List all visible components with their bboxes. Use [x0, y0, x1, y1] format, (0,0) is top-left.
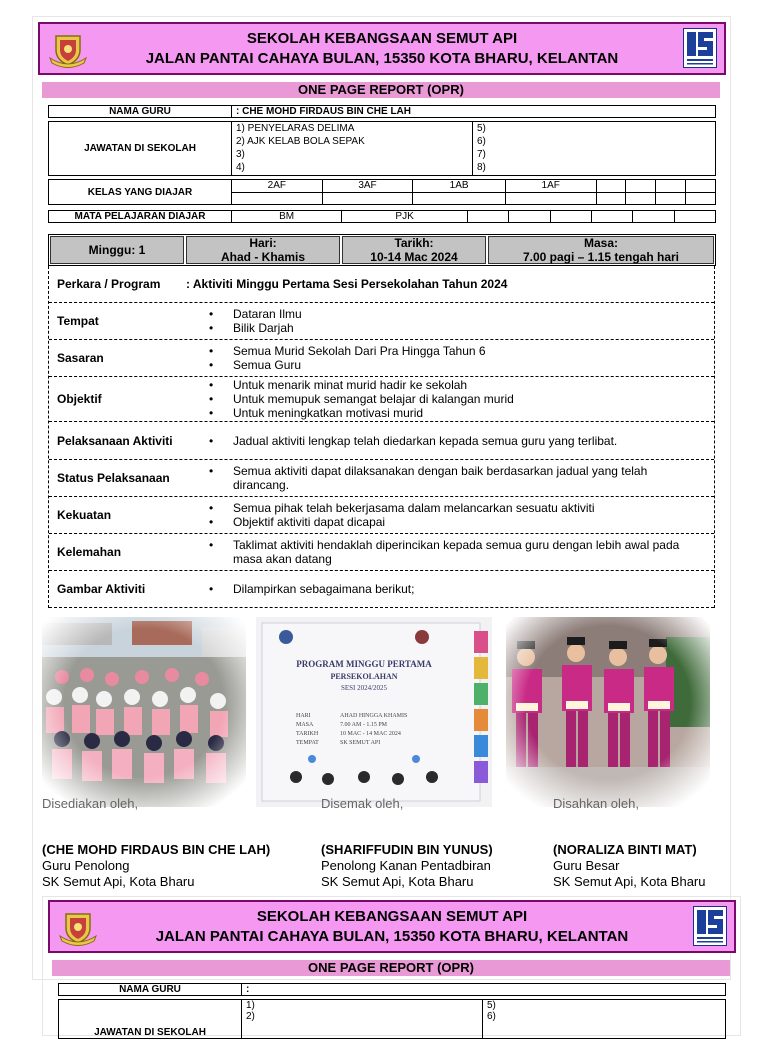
poster-row-key: MASA	[296, 722, 314, 728]
signature-role: Disediakan oleh,	[42, 796, 139, 811]
signature-name: (SHARIFFUDIN BIN YUNUS)	[321, 842, 493, 857]
poster-row-key: TARIKH	[296, 731, 319, 737]
class-cell: 1AB	[413, 180, 506, 193]
detail-items	[209, 303, 704, 339]
school-name: SEKOLAH KEBANGSAAN SEMUT API	[246, 30, 518, 47]
detail-label: Objektif	[57, 392, 102, 406]
detail-items	[209, 460, 704, 496]
position-item: 1)	[246, 1000, 255, 1011]
detail-item: • Dilampirkan sebagaimana berikut;	[209, 582, 704, 596]
signature-role: Disemak oleh,	[321, 796, 404, 811]
teacher-name-table-next	[58, 983, 726, 996]
poster-session: SESI 2024/2025	[340, 684, 388, 692]
detail-item: • Untuk menarik minat murid hadir ke sekolah	[209, 378, 704, 392]
subject-cell	[509, 211, 550, 223]
teacher-name-label: NAMA GURU	[49, 106, 232, 118]
signature-title: Guru Besar	[553, 858, 620, 873]
detail-items	[209, 571, 704, 607]
detail-item: • Semua Murid Sekolah Dari Pra Hingga Tahun 6	[209, 344, 704, 358]
signature-name: (CHE MOHD FIRDAUS BIN CHE LAH)	[42, 842, 271, 857]
class-cell: 1AF	[505, 180, 596, 193]
position-item: 6)	[487, 1011, 496, 1022]
signature-title: Guru Penolong	[42, 858, 130, 873]
subject-cell	[550, 211, 591, 223]
position-list-left	[242, 1000, 483, 1039]
detail-item: • Jadual aktiviti lengkap telah diedarkan kepada semua guru yang terlibat.	[209, 434, 704, 448]
detail-row-tempat	[49, 303, 714, 340]
classes-table	[48, 179, 716, 205]
poster-row-key: TEMPAT	[296, 740, 319, 746]
ministry-logo-icon	[683, 28, 717, 68]
day-cell	[186, 236, 340, 264]
subject-cell: PJK	[342, 211, 468, 223]
school-address: JALAN PANTAI CAHAYA BULAN, 15350 KOTA BHARU, KELANTAN	[145, 50, 619, 67]
position-list-left	[232, 122, 473, 176]
class-cell	[656, 180, 686, 193]
detail-item: • Bilik Darjah	[209, 321, 704, 335]
position-item: 2)	[246, 1011, 255, 1022]
detail-label: Tempat	[57, 314, 99, 328]
signature-approved	[553, 796, 705, 890]
school-address: JALAN PANTAI CAHAYA BULAN, 15350 KOTA BHARU, KELANTAN	[155, 928, 629, 945]
day-value: Ahad - Khamis	[220, 250, 305, 264]
position-table-next	[58, 999, 726, 1039]
photo-assembly	[42, 617, 246, 807]
detail-items	[209, 497, 704, 533]
time-cell	[488, 236, 714, 264]
position-label: JAWATAN DI SEKOLAH	[49, 122, 232, 176]
detail-item: • Semua Guru	[209, 358, 704, 372]
detail-label: Sasaran	[57, 351, 104, 365]
teacher-name-table	[48, 105, 716, 118]
signature-name: (NORALIZA BINTI MAT)	[553, 842, 697, 857]
report-title: ONE PAGE REPORT (OPR)	[42, 82, 720, 98]
poster-title: PROGRAM MINGGU PERTAMA	[296, 659, 432, 669]
poster-row-key: HARI	[296, 713, 311, 719]
signature-role: Disahkan oleh,	[553, 796, 639, 811]
photo-students-reading	[506, 617, 710, 807]
school-header	[38, 22, 726, 75]
detail-item: • Taklimat aktiviti hendaklah diperincikan kepada semua guru dengan lebih awal pada masa akan datang	[209, 538, 704, 566]
position-item: 4)	[236, 162, 245, 173]
program-row	[49, 266, 714, 303]
detail-row-status	[49, 460, 714, 497]
subjects-label: MATA PELAJARAN DIAJAR	[49, 211, 232, 223]
class-cell	[686, 180, 716, 193]
detail-item: • Dataran Ilmu	[209, 307, 704, 321]
position-item: 7)	[477, 149, 486, 160]
detail-label: Pelaksanaan Aktiviti	[57, 433, 173, 448]
signature-place: SK Semut Api, Kota Bharu	[42, 874, 195, 889]
report-details	[48, 266, 715, 608]
schedule-header	[48, 234, 716, 266]
detail-row-kekuatan	[49, 497, 714, 534]
poster-row-value: SK SEMUT API	[340, 740, 381, 746]
subject-cell: BM	[232, 211, 342, 223]
position-item: 3)	[236, 149, 245, 160]
position-item: 8)	[477, 162, 486, 173]
signature-reviewed	[321, 796, 493, 890]
position-item: 5)	[477, 123, 486, 134]
signature-place: SK Semut Api, Kota Bharu	[553, 874, 706, 889]
detail-row-kelemahan	[49, 534, 714, 571]
time-value: 7.00 pagi – 1.15 tengah hari	[522, 250, 680, 264]
detail-items	[209, 422, 704, 459]
detail-item: • Semua aktiviti dapat dilaksanakan dengan baik berdasarkan jadual yang telah dirancang.	[209, 464, 704, 492]
poster-row-value: AHAD HINGGA KHAMIS	[340, 713, 408, 719]
school-name: SEKOLAH KEBANGSAAN SEMUT API	[256, 908, 528, 925]
class-cell	[626, 180, 656, 193]
week-cell	[50, 236, 184, 264]
signature-title: Penolong Kanan Pentadbiran	[321, 858, 491, 873]
detail-label: Kekuatan	[57, 508, 112, 522]
position-item: 2) AJK KELAB BOLA SEPAK	[236, 136, 365, 147]
detail-row-objektif	[49, 377, 714, 422]
position-list-right	[473, 122, 716, 176]
classes-label: KELAS YANG DIAJAR	[49, 180, 232, 205]
photo-program-poster	[256, 617, 492, 807]
time-label: Masa:	[583, 236, 618, 250]
signature-prepared	[42, 796, 270, 890]
ministry-logo-icon	[693, 906, 727, 946]
position-label: JAWATAN DI SEKOLAH	[59, 1000, 242, 1039]
date-cell	[342, 236, 486, 264]
school-crest-icon	[58, 910, 98, 946]
poster-row-value: 7.00 AM - 1.15 PM	[340, 722, 388, 728]
report-title-next: ONE PAGE REPORT (OPR)	[52, 960, 730, 976]
class-cell: 3AF	[322, 180, 413, 193]
detail-item: • Objektif aktiviti dapat dicapai	[209, 515, 704, 529]
position-item: 1) PENYELARAS DELIMA	[236, 123, 355, 134]
position-item: 5)	[487, 1000, 496, 1011]
detail-items	[209, 377, 704, 421]
detail-items	[209, 534, 704, 570]
day-label: Hari:	[249, 236, 277, 250]
position-item: 6)	[477, 136, 486, 147]
school-crest-icon	[48, 32, 88, 68]
program-label: Perkara / Program	[57, 277, 161, 291]
school-header-next	[48, 900, 736, 953]
class-cell	[596, 180, 626, 193]
date-label: Tarikh:	[394, 236, 434, 250]
detail-item: • Semua pihak telah bekerjasama dalam melancarkan sesuatu aktiviti	[209, 501, 704, 515]
detail-label: Gambar Aktiviti	[57, 582, 146, 596]
subjects-table	[48, 210, 716, 223]
detail-row-pelaksanaan	[49, 422, 714, 460]
position-table	[48, 121, 716, 176]
subject-cell	[467, 211, 508, 223]
subject-cell	[633, 211, 674, 223]
subject-cell	[591, 211, 632, 223]
teacher-name-label: NAMA GURU	[59, 984, 242, 996]
detail-label: Status Pelaksanaan	[57, 471, 170, 485]
subject-cell	[674, 211, 715, 223]
detail-label: Kelemahan	[57, 545, 122, 559]
teacher-name-value: : CHE MOHD FIRDAUS BIN CHE LAH	[232, 106, 716, 118]
poster-subtitle: PERSEKOLAHAN	[330, 672, 398, 681]
poster-row-value: 10 MAC - 14 MAC 2024	[340, 731, 401, 737]
class-cell: 2AF	[232, 180, 323, 193]
detail-row-gambar	[49, 571, 714, 608]
detail-item: • Untuk meningkatkan motivasi murid	[209, 406, 704, 420]
program-value: : Aktiviti Minggu Pertama Sesi Persekolahan Tahun 2024	[186, 277, 508, 291]
week-value: Minggu: 1	[88, 243, 146, 257]
position-list-right	[483, 1000, 726, 1039]
teacher-name-value: :	[242, 984, 726, 996]
detail-items	[209, 340, 704, 376]
date-value: 10-14 Mac 2024	[370, 250, 458, 264]
signature-place: SK Semut Api, Kota Bharu	[321, 874, 474, 889]
detail-item: • Untuk memupuk semangat belajar di kalangan murid	[209, 392, 704, 406]
detail-row-sasaran	[49, 340, 714, 377]
